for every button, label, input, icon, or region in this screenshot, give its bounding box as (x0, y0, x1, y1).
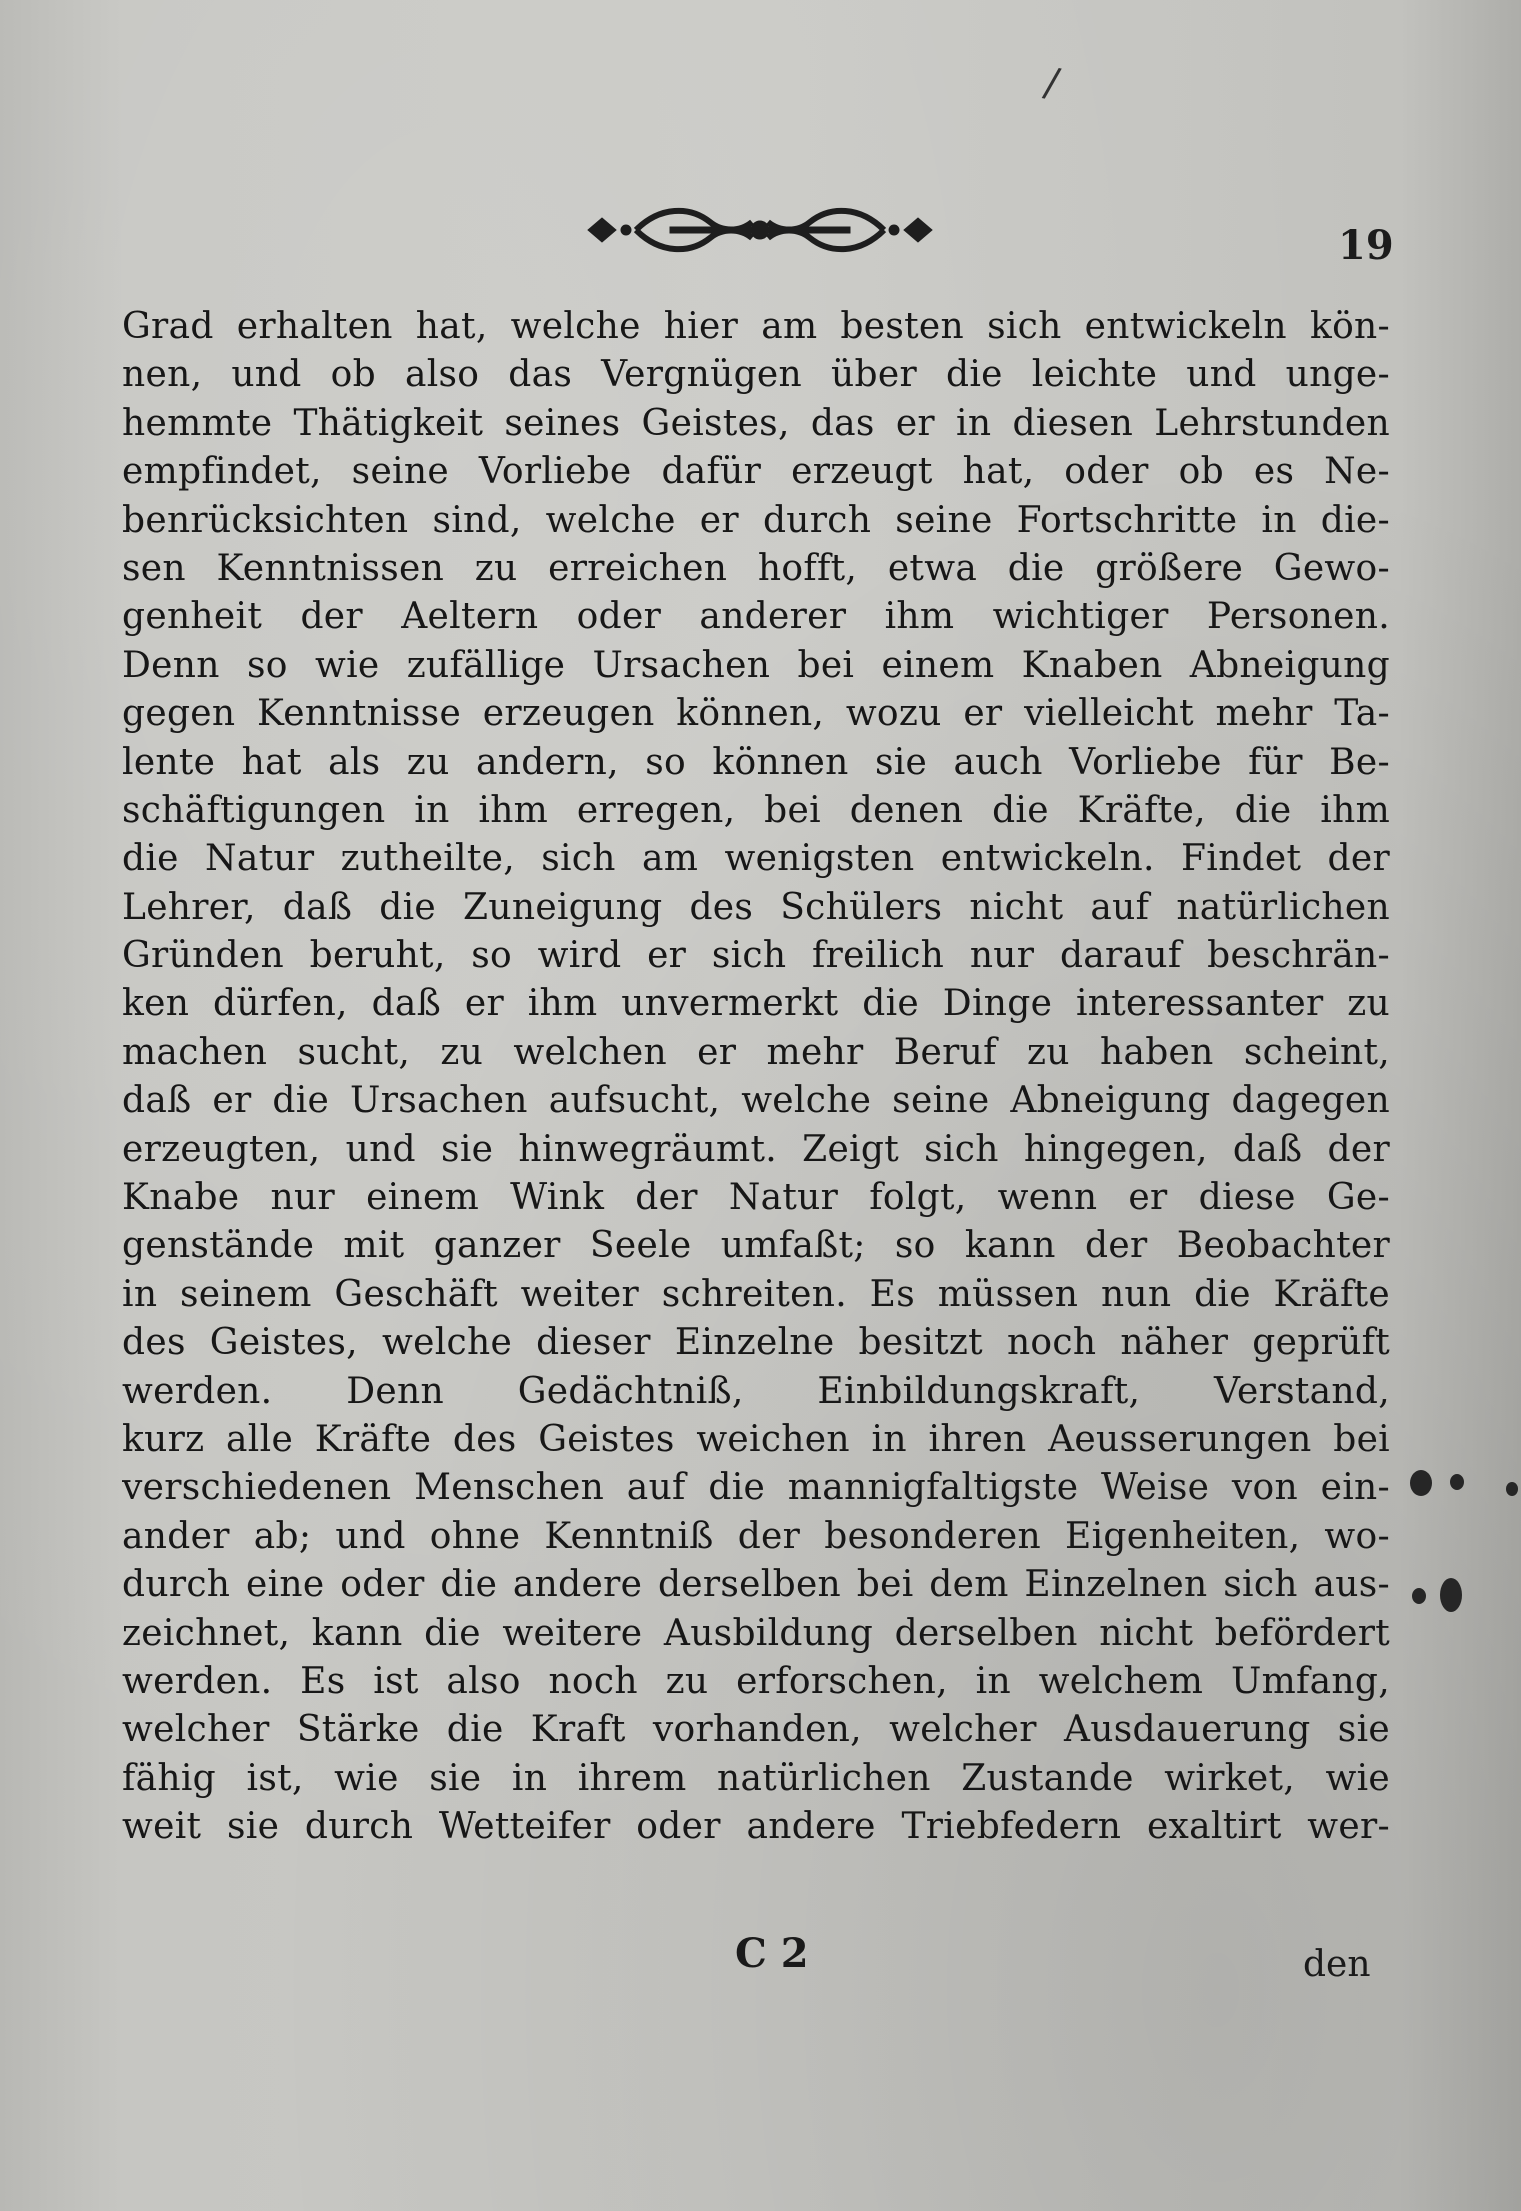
ink-dot (1440, 1578, 1462, 1612)
text-line: Grad erhalten hat, welche hier am besten sich entwickeln kön- (122, 306, 1390, 347)
text-line: die Natur zutheilte, sich am wenigsten entwickeln. Findet der (122, 838, 1390, 880)
text-line: erzeugten, und sie hinwegräumt. Zeigt sich hingegen, daß der (122, 1128, 1390, 1170)
ink-dot (1412, 1588, 1426, 1604)
text-line: Gründen beruht, so wird er sich freilich nur darauf beschrän- (122, 935, 1390, 977)
text-line: lente hat als zu andern, so können sie auch Vorliebe für Be- (122, 741, 1390, 783)
text-line: fähig ist, wie sie in ihrem natürlichen Zustande wirket, wie (122, 1757, 1390, 1799)
text-line: genstände mit ganzer Seele umfaßt; so kann der Beobachter (122, 1225, 1390, 1267)
text-line: des Geistes, welche dieser Einzelne besitzt noch näher geprüft (122, 1322, 1390, 1364)
body-text (122, 303, 1390, 1852)
text-line: sen Kenntnissen zu erreichen hofft, etwa die größere Gewo- (122, 547, 1390, 589)
signature-mark: C 2 (735, 1930, 809, 1977)
text-line: ken dürfen, daß er ihm unvermerkt die Dinge interessanter zu (122, 983, 1390, 1025)
ink-dot (1450, 1474, 1464, 1490)
text-line: empfindet, seine Vorliebe dafür erzeugt hat, oder ob es Ne- (122, 451, 1390, 493)
text-line: werden. Denn Gedächtniß, Einbildungskraft, Verstand, (122, 1370, 1390, 1412)
text-line: welcher Stärke die Kraft vorhanden, welcher Ausdauerung sie (122, 1709, 1390, 1751)
text-line: in seinem Geschäft weiter schreiten. Es müssen nun die Kräfte (122, 1273, 1390, 1315)
ink-dot (1410, 1470, 1432, 1496)
text-line: Knabe nur einem Wink der Natur folgt, wenn er diese Ge- (122, 1177, 1390, 1219)
pen-mark: / (1040, 59, 1064, 107)
text-line: weit sie durch Wetteifer oder andere Triebfedern exaltirt wer- (122, 1806, 1390, 1848)
text-line: daß er die Ursachen aufsucht, welche seine Abneigung dagegen (122, 1080, 1390, 1122)
text-line: kurz alle Kräfte des Geistes weichen in ihren Aeusserungen bei (122, 1418, 1390, 1460)
text-line: ander ab; und ohne Kenntniß der besonderen Eigenheiten, wo- (122, 1515, 1390, 1557)
text-line: zeichnet, kann die weitere Ausbildung derselben nicht befördert (122, 1612, 1390, 1654)
text-line: genheit der Aeltern oder anderer ihm wichtiger Personen. (122, 596, 1390, 638)
text-line: schäftigungen in ihm erregen, bei denen die Kräfte, die ihm (122, 789, 1390, 831)
text-line: gegen Kenntnisse erzeugen können, wozu er vielleicht mehr Ta- (122, 693, 1390, 735)
text-line: werden. Es ist also noch zu erforschen, in welchem Umfang, (122, 1660, 1390, 1702)
catchword: den (1303, 1944, 1371, 1985)
decorative-ornament (580, 200, 940, 260)
text-line: machen sucht, zu welchen er mehr Beruf zu haben scheint, (122, 1031, 1390, 1073)
text-line: Denn so wie zufällige Ursachen bei einem Knaben Abneigung (122, 644, 1390, 686)
text-line: verschiedenen Menschen auf die mannigfaltigste Weise von ein- (122, 1467, 1390, 1509)
text-line: Lehrer, daß die Zuneigung des Schülers nicht auf natürlichen (122, 886, 1390, 928)
page-number: 19 (1338, 222, 1394, 269)
text-line: hemmte Thätigkeit seines Geistes, das er in diesen Lehrstunden (122, 402, 1390, 444)
text-line: durch eine oder die andere derselben bei dem Einzelnen sich aus- (122, 1564, 1390, 1606)
text-line: nen, und ob also das Vergnügen über die leichte und unge- (122, 354, 1390, 396)
ink-dot (1506, 1482, 1518, 1496)
text-line: benrücksichten sind, welche er durch seine Fortschritte in die- (122, 499, 1390, 541)
